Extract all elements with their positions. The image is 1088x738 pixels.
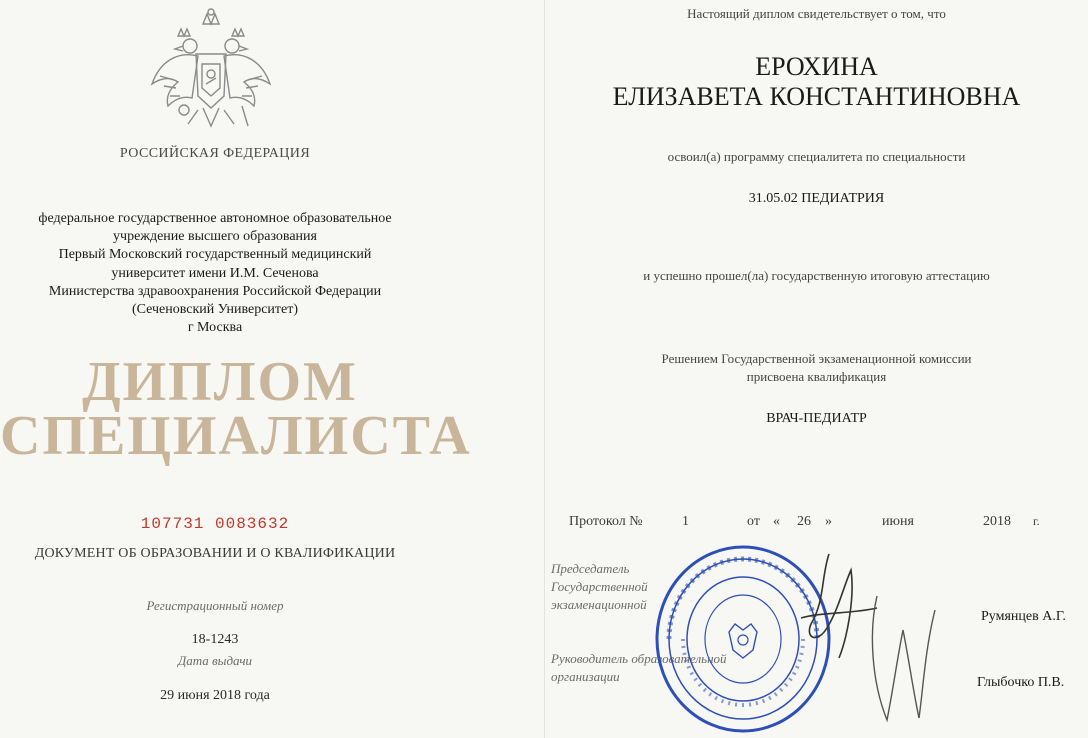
chairman-label-line: Председатель: [551, 561, 630, 576]
institution-line: университет имени И.М. Сеченова: [111, 265, 319, 281]
issue-date-label: Дата выдачи: [177, 653, 253, 668]
institution-line: (Сеченовский Университет): [131, 302, 299, 318]
protocol-label: Протокол №: [569, 514, 643, 529]
institution-line: Первый Московский государственный медицинский: [58, 247, 372, 263]
coat-of-arms-icon: [148, 6, 274, 134]
protocol-date-from: от: [747, 514, 760, 529]
graduate-surname: ЕРОХИНА: [755, 52, 878, 81]
protocol-quote-open: «: [773, 514, 780, 529]
chairman-label-line: Государственной: [551, 579, 648, 594]
diploma-title-line1: ДИПЛОМ: [82, 351, 358, 413]
protocol-month: июня: [882, 514, 914, 529]
certification-intro: Настоящий диплом свидетельствует о том, что: [687, 6, 946, 21]
program-statement: освоил(а) программу специалитета по специальности: [667, 149, 966, 164]
registration-number: 18-1243: [191, 632, 239, 647]
specialty: 31.05.02 ПЕДИАТРИЯ: [748, 191, 885, 206]
document-type: ДОКУМЕНТ ОБ ОБРАЗОВАНИИ И О КВАЛИФИКАЦИИ: [34, 546, 396, 561]
chairman-label: [551, 560, 648, 614]
institution-block: [0, 210, 430, 337]
institution-line: федеральное государственное автономное образовательное: [38, 211, 392, 226]
head-name: Глыбочко П.В.: [977, 675, 1065, 690]
graduate-given-names: ЕЛИЗАВЕТА КОНСТАНТИНОВНА: [612, 82, 1021, 111]
protocol-day: 26: [797, 514, 811, 529]
diploma-title-line2: СПЕЦИАЛИСТА: [0, 405, 472, 467]
country-name: РОССИЙСКАЯ ФЕДЕРАЦИЯ: [119, 146, 311, 161]
protocol-year-suffix: г.: [1033, 514, 1040, 528]
decision-statement-line1: Решением Государственной экзаменационной комиссии: [661, 351, 972, 366]
issue-date: 29 июня 2018 года: [160, 688, 270, 703]
institution-line: учреждение высшего образования: [113, 229, 317, 245]
diploma-serial-number: 107731 0083632: [140, 515, 290, 533]
diploma-right-page: [545, 0, 1088, 738]
protocol-number: 1: [682, 514, 689, 529]
institution-line: Министерства здравоохранения Российской Федерации: [48, 283, 382, 299]
head-label-line: Руководитель образовательной: [551, 651, 727, 666]
qualification: ВРАЧ-ПЕДИАТР: [766, 411, 867, 426]
signature-icon: [863, 590, 943, 730]
protocol-quote-close: »: [825, 514, 832, 529]
institution-city: г Москва: [187, 320, 243, 336]
protocol-year: 2018: [983, 514, 1011, 529]
decision-statement-line2: присвоена квалификация: [746, 369, 887, 384]
attestation-statement: и успешно прошел(ла) государственную итоговую аттестацию: [643, 268, 990, 283]
head-label-line: организации: [551, 669, 620, 684]
chairman-name: Румянцев А.Г.: [981, 609, 1066, 624]
registration-number-label: Регистрационный номер: [146, 598, 284, 613]
chairman-label-line: экзаменационной: [551, 597, 647, 612]
